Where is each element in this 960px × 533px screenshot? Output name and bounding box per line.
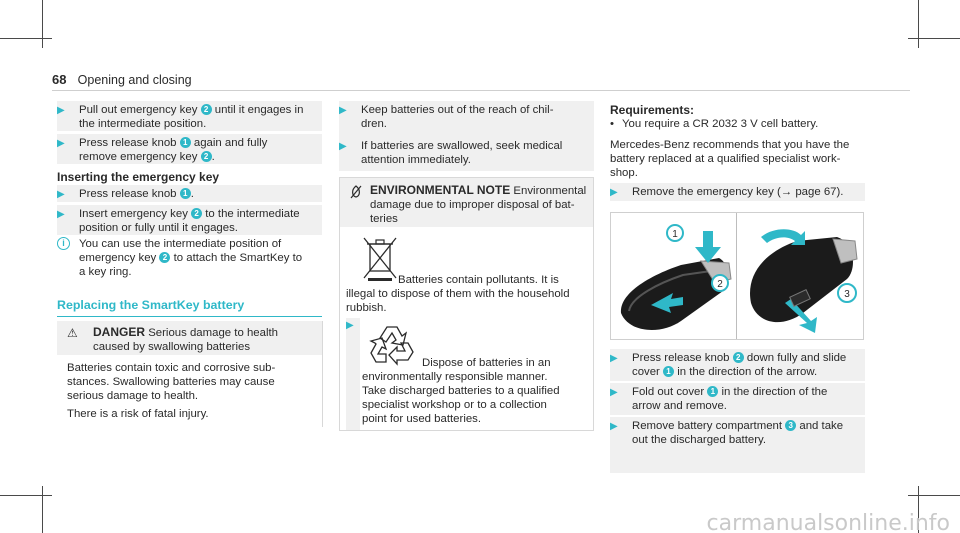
info-icon: i bbox=[57, 237, 70, 250]
callout-3-icon: 3 bbox=[785, 420, 796, 431]
callout-2-icon: 2 bbox=[201, 151, 212, 162]
step-insert-key bbox=[57, 207, 327, 235]
env-text: rubbish. bbox=[346, 302, 387, 314]
arrow-icon: ▶ bbox=[346, 320, 354, 331]
env-text: point for used batteries. bbox=[362, 413, 482, 425]
arrow-icon: ▶ bbox=[57, 105, 65, 116]
step-text: Remove battery compartment bbox=[632, 420, 783, 432]
step-bar bbox=[346, 318, 360, 430]
step-remove-battery bbox=[610, 419, 900, 447]
step-text: the intermediate position. bbox=[79, 118, 207, 130]
env-p2 bbox=[362, 356, 592, 426]
step-remove-key bbox=[610, 185, 900, 199]
env-p1 bbox=[346, 273, 591, 315]
note-intermediate-position bbox=[57, 237, 327, 279]
step-press-knob bbox=[57, 187, 327, 201]
recommendation-paragraph bbox=[610, 138, 910, 180]
callout-label: 1 bbox=[672, 229, 678, 240]
danger-text: Batteries contain toxic and corrosive sub- bbox=[67, 362, 276, 374]
step-text: out the discharged battery. bbox=[632, 434, 767, 446]
callout-label: 2 bbox=[717, 279, 723, 290]
step-seek-medical bbox=[339, 139, 594, 167]
danger-header bbox=[57, 321, 322, 355]
env-text: Take discharged batteries to a qualified bbox=[362, 385, 560, 397]
requirement-item bbox=[610, 117, 818, 131]
danger-text: There is a risk of fatal injury. bbox=[67, 408, 209, 420]
arrow-icon: ▶ bbox=[610, 353, 618, 364]
arrow-icon: ▶ bbox=[610, 387, 618, 398]
step-text: dren. bbox=[361, 118, 387, 130]
step-text: position or fully until it engages. bbox=[79, 222, 238, 234]
step-text: Insert emergency key bbox=[79, 208, 188, 220]
step-text: again and fully bbox=[193, 137, 268, 149]
arrow-icon: ▶ bbox=[610, 421, 618, 432]
step-text: Press release knob bbox=[79, 137, 177, 149]
step-pull-out-key bbox=[57, 103, 327, 131]
step-text: to the intermediate bbox=[205, 208, 300, 220]
key-battery-illustration bbox=[737, 213, 864, 340]
env-head-text: teries bbox=[370, 213, 398, 225]
battery-figure bbox=[610, 212, 864, 340]
callout-2-icon: 2 bbox=[191, 208, 202, 219]
step-text: arrow and remove. bbox=[632, 400, 727, 412]
danger-text: serious damage to health. bbox=[67, 390, 199, 402]
step-text: If batteries are swallowed, seek medical bbox=[361, 140, 563, 152]
note-text: to attach the SmartKey to bbox=[173, 252, 303, 264]
note-text: emergency key bbox=[79, 252, 157, 264]
crop-mark bbox=[42, 486, 43, 533]
step-text: remove emergency key bbox=[79, 151, 198, 163]
env-header bbox=[340, 178, 593, 227]
leaf-no-icon bbox=[350, 185, 362, 199]
section-rule bbox=[57, 316, 322, 317]
danger-label: DANGER bbox=[93, 325, 146, 339]
step-slide-cover bbox=[610, 351, 900, 379]
step-text: and take bbox=[799, 420, 844, 432]
env-text: Batteries contain pollutants. It is bbox=[398, 274, 559, 286]
watermark: carmanualsonline.info bbox=[706, 511, 950, 533]
step-text: until it engages in bbox=[214, 104, 304, 116]
callout-2-icon: 2 bbox=[201, 104, 212, 115]
step-text: Press release knob bbox=[79, 188, 177, 200]
env-text: specialist workshop or to a collection bbox=[362, 399, 547, 411]
bullet-icon: • bbox=[610, 118, 614, 130]
para-text: shop. bbox=[610, 167, 638, 179]
step-press-release-knob bbox=[57, 136, 327, 164]
note-text: You can use the intermediate position of bbox=[79, 238, 282, 250]
environmental-note-box bbox=[339, 177, 594, 431]
callout-label: 3 bbox=[844, 289, 850, 300]
arrow-icon: ▶ bbox=[57, 189, 65, 200]
arrow-icon: ▶ bbox=[339, 105, 347, 116]
danger-body bbox=[57, 355, 322, 421]
env-label: ENVIRONMENTAL NOTE bbox=[370, 183, 511, 197]
danger-box bbox=[57, 321, 323, 427]
step-text: attention immediately. bbox=[361, 154, 471, 166]
arrow-icon: ▶ bbox=[610, 187, 618, 198]
step-text: Remove the emergency key (→ page 67). bbox=[632, 186, 844, 198]
callout-1-icon: 1 bbox=[180, 137, 191, 148]
step-text: Keep batteries out of the reach of chil- bbox=[361, 104, 554, 116]
crop-mark bbox=[908, 495, 960, 496]
env-head-text: Environmental bbox=[513, 185, 587, 197]
crop-mark bbox=[0, 38, 52, 39]
danger-head-text: Serious damage to health bbox=[148, 327, 279, 339]
env-text: environmentally responsible manner. bbox=[362, 371, 548, 383]
step-text: Fold out cover bbox=[632, 386, 705, 398]
para-text: Mercedes-Benz recommends that you have the bbox=[610, 139, 850, 151]
step-text: Pull out emergency key bbox=[79, 104, 198, 116]
arrow-icon: ▶ bbox=[339, 141, 347, 152]
danger-text: stances. Swallowing batteries may cause bbox=[67, 376, 275, 388]
callout-1-icon: 1 bbox=[707, 386, 718, 397]
step-fold-out-cover bbox=[610, 385, 900, 413]
chapter-title: Opening and closing bbox=[77, 73, 192, 87]
page-header bbox=[52, 73, 192, 88]
header-rule bbox=[52, 90, 910, 91]
env-head-text: damage due to improper disposal of bat- bbox=[370, 199, 575, 211]
crop-mark bbox=[42, 0, 43, 48]
step-text: in the direction of the bbox=[721, 386, 828, 398]
step-text: down fully and slide bbox=[746, 352, 847, 364]
subheading-inserting-key: Inserting the emergency key bbox=[57, 170, 220, 184]
step-text: cover bbox=[632, 366, 660, 378]
requirement-text: You require a CR 2032 3 V cell battery. bbox=[622, 118, 819, 130]
para-text: battery replaced at a qualified specialist work- bbox=[610, 153, 841, 165]
step-keep-away-children bbox=[339, 103, 594, 131]
page-number: 68 bbox=[52, 72, 67, 87]
crop-mark bbox=[0, 495, 52, 496]
callout-1-icon: 1 bbox=[180, 188, 191, 199]
requirements-heading: Requirements: bbox=[610, 103, 695, 117]
key-open-illustration bbox=[611, 213, 736, 340]
callout-2-icon: 2 bbox=[159, 252, 170, 263]
callout-1-icon: 1 bbox=[663, 366, 674, 377]
arrow-icon: ▶ bbox=[57, 138, 65, 149]
note-text: a key ring. bbox=[79, 266, 132, 278]
warning-triangle-icon: ⚠ bbox=[67, 326, 78, 340]
step-text: in the direction of the arrow. bbox=[677, 366, 818, 378]
callout-2-icon: 2 bbox=[733, 352, 744, 363]
env-text: illegal to dispose of them with the household bbox=[346, 288, 570, 300]
step-text: . bbox=[190, 188, 194, 200]
crop-mark bbox=[908, 38, 960, 39]
section-title-replacing-battery: Replacing the SmartKey battery bbox=[57, 298, 245, 312]
crop-mark bbox=[918, 0, 919, 48]
env-text: Dispose of batteries in an bbox=[422, 357, 551, 369]
danger-head-text: caused by swallowing batteries bbox=[93, 341, 251, 353]
step-text: Press release knob bbox=[632, 352, 730, 364]
arrow-icon: ▶ bbox=[57, 209, 65, 220]
step-text: . bbox=[211, 151, 215, 163]
